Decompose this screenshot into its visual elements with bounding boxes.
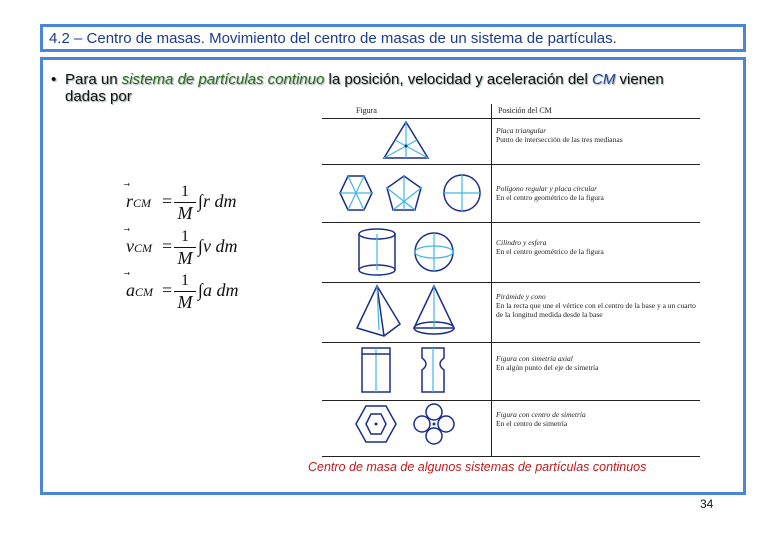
- lhs-sub: CM: [135, 285, 153, 299]
- fraction: [174, 183, 196, 223]
- formula-acceleration: [126, 274, 276, 319]
- cone-figure: [414, 286, 454, 334]
- axial-figure-prism: [362, 348, 390, 392]
- circle-figure: [444, 175, 480, 211]
- table-row: [496, 184, 701, 202]
- pentagon-figure: [387, 176, 421, 210]
- central-figure-clover: [414, 404, 454, 444]
- central-figure-polyhedron: [356, 406, 396, 442]
- center-of-mass-table: [322, 104, 700, 458]
- lhs-sub: CM: [133, 196, 152, 210]
- bullet-paragraph: [51, 71, 705, 105]
- row-title: Placa triangular: [496, 126, 547, 135]
- row-detail: En el centro de simetría: [496, 419, 568, 428]
- bullet-highlight-cm: CM: [592, 71, 616, 88]
- bullet-text-after: vienen dadas por: [65, 71, 664, 105]
- pyramid-figure: [357, 286, 400, 336]
- header-figure: Figura: [356, 106, 377, 115]
- lhs-v: [126, 236, 152, 257]
- fraction-num: 1: [181, 228, 189, 245]
- bullet-highlight: sistema de partículas continuo: [121, 71, 325, 88]
- integral-v: [198, 236, 237, 257]
- table-row: [496, 410, 701, 428]
- equals-sign: =: [162, 191, 173, 211]
- row-detail: En el centro geométrico de la figura: [496, 193, 604, 202]
- bullet-text-middle: la posición, velocidad y aceleración del: [324, 71, 592, 88]
- slide-title: 4.2 – Centro de masas. Movimiento del centro de masas de un sistema de partículas.: [49, 29, 617, 47]
- table-row: [496, 126, 701, 144]
- fraction-den: M: [177, 292, 193, 312]
- differential: dm: [216, 280, 239, 300]
- row-title: Polígono regular y placa circular: [496, 184, 598, 193]
- row-detail: En algún punto del eje de simetría: [496, 363, 599, 372]
- integral-r: [198, 191, 236, 212]
- differential: dm: [214, 191, 237, 211]
- lhs-var: r: [126, 191, 134, 211]
- table-divider: [322, 456, 700, 457]
- header-position: Posición del CM: [498, 106, 552, 115]
- lhs-var: v: [126, 236, 134, 256]
- formula-velocity: [126, 230, 276, 275]
- row-detail: En el centro geométrico de la figura: [496, 247, 604, 256]
- lhs-a: [126, 280, 153, 301]
- lhs-var: a: [126, 280, 135, 300]
- fraction-num: 1: [181, 272, 189, 289]
- row-title: Figura con centro de simetría: [496, 410, 586, 419]
- row-title: Figura con simetría axial: [496, 354, 573, 363]
- fraction: [174, 272, 196, 312]
- row-title: Pirámide y cono: [496, 292, 546, 301]
- table-row: [496, 238, 701, 256]
- bullet-mark: •: [51, 71, 57, 88]
- differential: dm: [215, 236, 238, 256]
- lhs-r: [126, 191, 151, 212]
- triangle-figure: [384, 122, 428, 158]
- table-column-divider: [491, 104, 492, 456]
- cylinder-figure: [359, 229, 395, 275]
- integral-sign: ∫: [198, 236, 203, 256]
- row-title: Cilindro y esfera: [496, 238, 547, 247]
- bullet-text-before: Para un: [65, 71, 122, 88]
- fraction-num: 1: [181, 183, 189, 200]
- integrand: a: [202, 280, 212, 300]
- title-box: [40, 24, 746, 52]
- fraction: [174, 228, 196, 268]
- row-detail: Punto de intersección de las tres medianas: [496, 135, 623, 144]
- fraction-den: M: [177, 248, 193, 268]
- figure-caption: Centro de masa de algunos sistemas de partículas continuos: [308, 460, 647, 474]
- integrand: v: [202, 236, 211, 256]
- formula-position: [126, 185, 276, 230]
- hexagon-figure: [340, 176, 372, 210]
- table-row: [496, 354, 701, 372]
- integrand: r: [202, 191, 210, 211]
- sphere-figure: [415, 233, 453, 271]
- row-detail: En la recta que une el vértice con el centro de la base y a un cuarto de la longitud medida desde la base: [496, 301, 696, 319]
- page-number: 34: [700, 497, 714, 511]
- equals-sign: =: [162, 280, 173, 300]
- table-row: [496, 292, 701, 319]
- integral-sign: ∫: [198, 280, 203, 300]
- integral-sign: ∫: [198, 191, 203, 211]
- axial-figure-vase: [422, 348, 444, 392]
- integral-a: [198, 280, 238, 301]
- equals-sign: =: [162, 236, 173, 256]
- lhs-sub: CM: [134, 241, 152, 255]
- fraction-den: M: [177, 203, 193, 223]
- figures-illustration: [322, 104, 491, 456]
